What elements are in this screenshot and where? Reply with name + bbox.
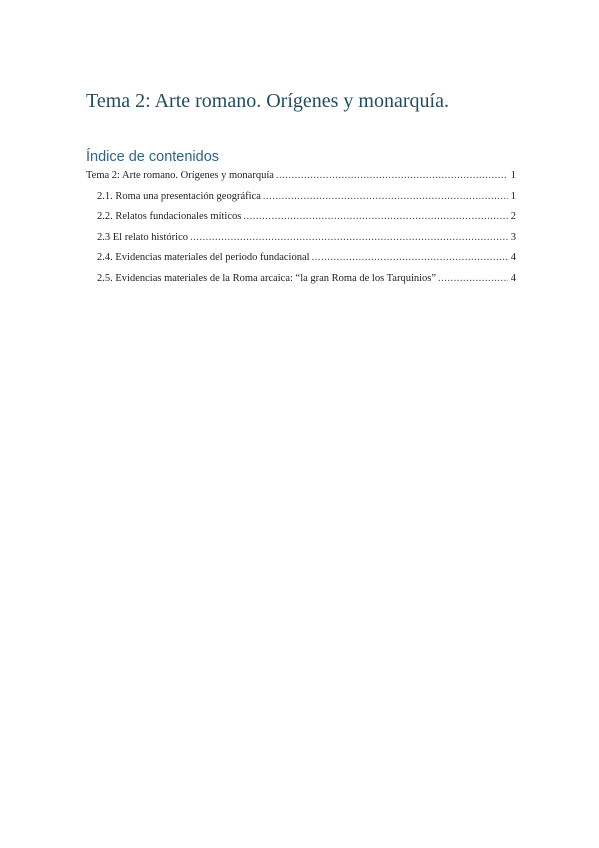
- toc-page-number: 4: [510, 272, 516, 284]
- toc-entry[interactable]: [86, 273, 516, 294]
- document-title: Tema 2: Arte romano. Orígenes y monarquía.: [86, 90, 449, 112]
- toc-entry[interactable]: [86, 211, 516, 232]
- toc-dot-leader: [263, 191, 508, 202]
- toc-dot-leader: [190, 232, 508, 243]
- toc-entry-text: Tema 2: Arte romano. Orígenes y monarquía: [86, 170, 274, 181]
- toc-dot-leader: [276, 170, 508, 181]
- toc-page-number: 1: [510, 190, 516, 202]
- toc-entry-text: 2.3 El relato histórico: [97, 231, 188, 243]
- toc-page-number: 4: [510, 252, 516, 264]
- table-of-contents: [86, 170, 516, 294]
- toc-dot-leader: [438, 273, 508, 284]
- toc-page-number: 3: [510, 231, 516, 243]
- toc-entry-text: 2.1. Roma una presentación geográfica: [97, 190, 261, 202]
- toc-page-number: 2: [510, 211, 516, 223]
- toc-dot-leader: [312, 252, 508, 263]
- toc-page-number: 1: [510, 170, 516, 181]
- toc-entry[interactable]: [86, 170, 516, 191]
- toc-entry[interactable]: [86, 232, 516, 253]
- toc-entry[interactable]: [86, 252, 516, 273]
- toc-entry[interactable]: [86, 191, 516, 212]
- toc-entry-text: 2.5. Evidencias materiales de la Roma arcaica: “la gran Roma de los Tarquinios”: [97, 272, 437, 284]
- toc-dot-leader: [243, 211, 508, 222]
- toc-entry-text: 2.2. Relatos fundacionales míticos: [97, 211, 242, 223]
- toc-entry-text: 2.4. Evidencias materiales del periodo fundacional: [97, 252, 310, 264]
- toc-heading: Índice de contenidos: [86, 149, 220, 165]
